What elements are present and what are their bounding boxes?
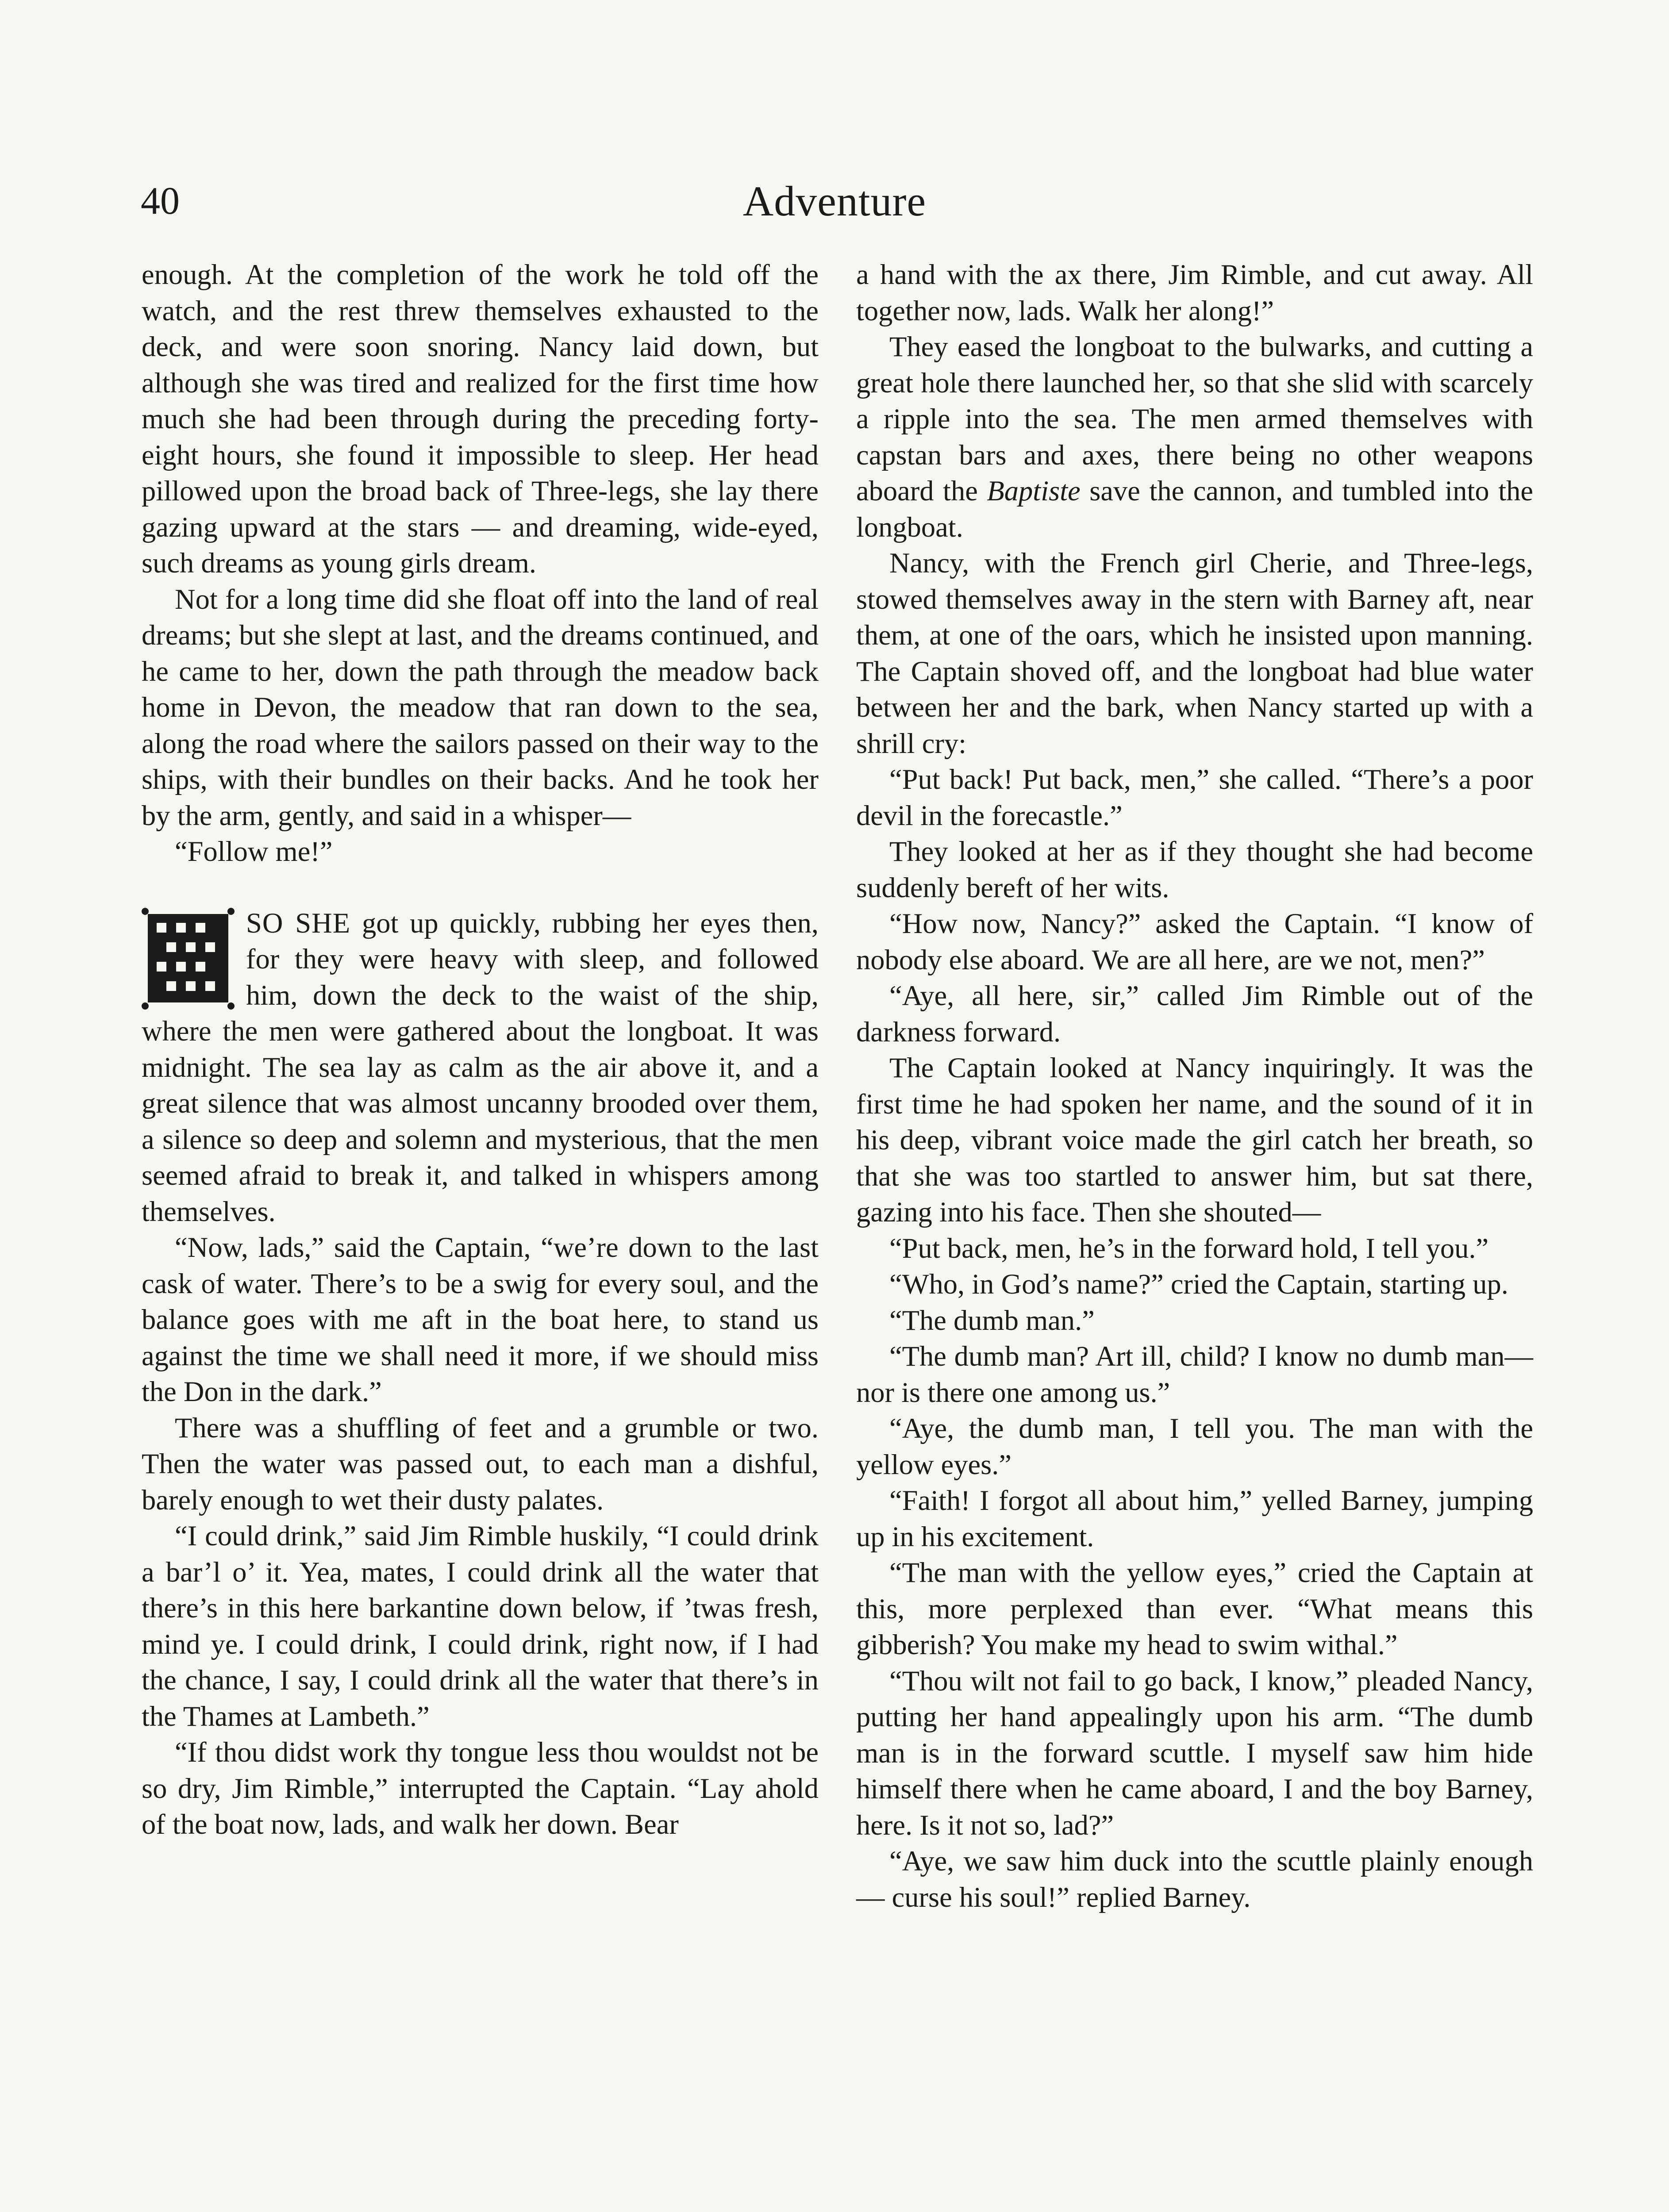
paragraph: Not for a long time did she float off into the land of real dreams; but she slept at last, and the dreams continued, and he came to her, down the path through the meadow back home in Devon, the meadow that ran down to the sea, along the road where the sailors passed on their way to the ships, with their bundles on their backs. And he took her by the arm, gently, and said in a whisper—	[142, 583, 819, 831]
paragraph: “Now, lads,” said the Captain, “we’re down to the last cask of water. There’s to be a swig for every soul, and the balance goes with me aft in the boat here, to stand us against the time we shall need it more, if we should miss the Don in the dark.”	[142, 1232, 819, 1407]
ship-name: Baptiste	[987, 475, 1081, 507]
paragraph: Nancy, with the French girl Cherie, and Three-legs, stowed themselves away in the stern with Barney aft, near them, at one of the oars, which he insisted upon manning. The Captain shoved off, and the longboat had blue water between her and the bark, when Nancy started up with a shrill cry:	[856, 547, 1533, 759]
paragraph: “Put back! Put back, men,” she called. “There’s a poor devil in the forecastle.”	[856, 764, 1533, 831]
section-lead-words: SO SHE	[246, 907, 351, 939]
paragraph: “Aye, we saw him duck into the scuttle plainly enough — curse his soul!” replied Barney.	[856, 1845, 1533, 1913]
paragraph: “Who, in God’s name?” cried the Captain, starting up.	[889, 1268, 1508, 1300]
paragraph: “If thou didst work thy tongue less thou wouldst not be so dry, Jim Rimble,” interrupted the Captain. “Lay ahold of the boat now, lads, and walk her down. Bear	[142, 1736, 819, 1840]
paragraph: “The man with the yellow eyes,” cried the Captain at this, more perplexed than ever. “What means this gibberish? You make my head to swim withal.”	[856, 1557, 1533, 1660]
paragraph: “Thou wilt not fail to go back, I know,” pleaded Nancy, putting her hand appealingly upon his arm. “The dumb man is in the forward scuttle. I myself saw him hide himself there when he came aboard, I and the boy Barney, here. Is it not so, lad?”	[856, 1665, 1533, 1841]
left-column	[142, 257, 819, 1843]
paragraph: There was a shuffling of feet and a grumble or two. Then the water was passed out, to each man a dishful, barely enough to wet their dusty palates.	[142, 1412, 819, 1516]
page-number: 40	[141, 180, 180, 223]
paragraph	[856, 329, 1533, 545]
ornament-icon	[142, 908, 235, 1010]
page-header	[0, 175, 1669, 228]
paragraph: “The dumb man? Art ill, child? I know no dumb man—nor is there one among us.”	[856, 1340, 1533, 1408]
paragraph: “Aye, all here, sir,” called Jim Rimble out of the darkness forward.	[856, 980, 1533, 1048]
paragraph: “I could drink,” said Jim Rimble huskily, “I could drink a bar’l o’ it. Yea, mates, I could drink all the water that there’s in this here barkantine down below, if ’twas fresh, mind ye. I could drink, I could drink, right now, if I had the chance, I say, I could drink all the water that there’s in the Thames at Lambeth.”	[142, 1520, 819, 1732]
paragraph: The Captain looked at Nancy inquiringly. It was the first time he had spoken her name, and the sound of it in his deep, vibrant voice made the girl catch her breath, so that she was too startled to answer him, but sat there, gazing into his face. Then she shouted—	[856, 1052, 1533, 1228]
page-title: Adventure	[742, 177, 927, 225]
paragraph: enough. At the completion of the work he told off the watch, and the rest threw themselves exhausted to the deck, and were soon snoring. Nancy laid down, but although she was tired and realized for the first time how much she had been through during the preceding forty-eight hours, she found it impossible to sleep. Her head pillowed upon the broad back of Three-legs, she lay there gazing upward at the stars — and dreaming, wide-eyed, such dreams as young girls dream.	[142, 259, 819, 579]
paragraph-text: save the cannon, and tumbled into the longboat.	[856, 475, 1533, 543]
paragraph-text: got up quickly, rubbing her eyes then, for they were heavy with sleep, and followed him, down the deck to the waist of the ship, where the men were gathered about the longboat. It was midnight. The sea lay as calm as the air above it, and a great silence that was almost uncanny brooded over them, a silence so deep and solemn and mysterious, that the men seemed afraid to break it, and talked in whispers among themselves.	[142, 907, 819, 1227]
right-column	[856, 257, 1533, 1915]
section-opening-paragraph	[142, 905, 819, 1230]
paragraph: “The dumb man.”	[889, 1304, 1095, 1336]
paragraph: “Put back, men, he’s in the forward hold, I tell you.”	[889, 1232, 1489, 1264]
paragraph: “How now, Nancy?” asked the Captain. “I know of nobody else aboard. We are all here, are we not, men?”	[856, 908, 1533, 975]
paragraph-text: They eased the longboat to the bulwarks, and cutting a great hole there launched her, so that she slid with scarcely a ripple into the sea. The men armed themselves with capstan bars and axes, there being no other weapons aboard the	[856, 331, 1533, 507]
paragraph: “Follow me!”	[175, 836, 333, 867]
paragraph: “Aye, the dumb man, I tell you. The man with the yellow eyes.”	[856, 1413, 1533, 1480]
paragraph: a hand with the ax there, Jim Rimble, and cut away. All together now, lads. Walk her along!”	[856, 259, 1533, 326]
paragraph: They looked at her as if they thought she had become suddenly bereft of her wits.	[856, 836, 1533, 903]
paragraph: “Faith! I forgot all about him,” yelled Barney, jumping up in his excitement.	[856, 1485, 1533, 1552]
